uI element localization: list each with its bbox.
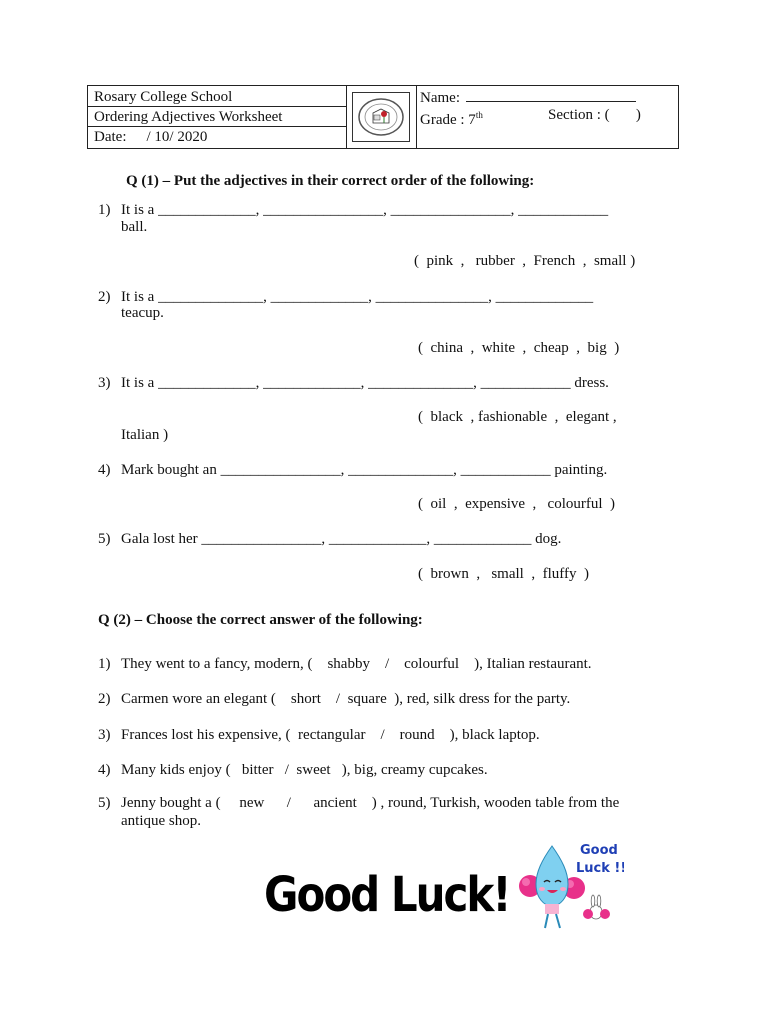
- q2-item-1-line: They went to a fancy, modern, ( shabby / colourful ), Italian restaurant.: [121, 656, 592, 672]
- q1-item-5-number: 5): [98, 531, 111, 547]
- school-logo-cell: [346, 86, 417, 148]
- q1-item-2-continuation: teacup.: [121, 305, 164, 321]
- q1-item-1-line: It is a _____________, ________________, ________________, ____________: [121, 202, 609, 218]
- q1-item-4-number: 4): [98, 462, 111, 478]
- header-right: [418, 86, 678, 148]
- q1-title: Q (1) – Put the adjectives in their correct order of the following:: [126, 173, 535, 189]
- mascot-text-good: Good: [580, 843, 618, 858]
- q1-item-5-options: ( brown , small , fluffy ): [418, 566, 589, 582]
- grade-row: [420, 105, 483, 130]
- worksheet-title: Ordering Adjectives Worksheet: [88, 107, 346, 127]
- header-table: [87, 85, 679, 149]
- q1-item-1-options: ( pink , rubber , French , small ): [414, 253, 636, 269]
- q1-item-1-continuation: ball.: [121, 219, 148, 235]
- q2-item-5-line: Jenny bought a ( new / ancient ) , round, Turkish, wooden table from the: [121, 795, 620, 811]
- q2-item-3-line: Frances lost his expensive, ( rectangular / round ), black laptop.: [121, 727, 540, 743]
- q1-item-3-number: 3): [98, 375, 111, 391]
- date-value: / 10/ 2020: [146, 129, 208, 145]
- mascot-text-luck: Luck !!: [576, 861, 624, 876]
- good-luck-banner: Good Luck!: [264, 866, 510, 923]
- q2-item-4-line: Many kids enjoy ( bitter / sweet ), big, creamy cupcakes.: [121, 762, 488, 778]
- q1-item-3-line: It is a _____________, _____________, ______________, ____________ dress.: [121, 375, 609, 391]
- q1-item-4-options: ( oil , expensive , colourful ): [418, 496, 616, 512]
- q2-item-1-number: 1): [98, 656, 111, 672]
- q1-item-2-line: It is a ______________, _____________, _______________, _____________: [121, 289, 594, 305]
- q2-item-3-number: 3): [98, 727, 111, 743]
- header-left: [88, 86, 347, 148]
- grade-sup: th: [475, 110, 483, 120]
- q1-item-2-options: ( china , white , cheap , big ): [418, 340, 620, 356]
- q1-item-3-options-continuation: Italian ): [121, 427, 169, 443]
- q1-item-1-number: 1): [98, 202, 111, 218]
- cheerleader-mascot-image: [512, 838, 624, 933]
- q2-item-2-line: Carmen wore an elegant ( short / square ), red, silk dress for the party.: [121, 691, 571, 707]
- q2-item-5-number: 5): [98, 795, 111, 811]
- q2-title: Q (2) – Choose the correct answer of the following:: [98, 612, 423, 628]
- date-row: [88, 127, 346, 147]
- grade-label: Grade : 7: [420, 112, 476, 128]
- q2-item-2-number: 2): [98, 691, 111, 707]
- q1-item-5-line: Gala lost her ________________, _____________, _____________ dog.: [121, 531, 562, 547]
- date-label: Date:: [94, 129, 127, 145]
- name-label: Name:: [420, 90, 460, 106]
- school-name: Rosary College School: [88, 87, 346, 107]
- name-blank[interactable]: [466, 87, 636, 102]
- q1-item-4-line: Mark bought an ________________, ______________, ____________ painting.: [121, 462, 608, 478]
- q2-item-4-number: 4): [98, 762, 111, 778]
- school-logo: [352, 92, 410, 142]
- q1-item-3-options: ( black , fashionable , elegant ,: [418, 409, 617, 425]
- q2-item-5-continuation: antique shop.: [121, 813, 201, 829]
- section-label: Section : ( ): [548, 107, 641, 123]
- q1-item-2-number: 2): [98, 289, 111, 305]
